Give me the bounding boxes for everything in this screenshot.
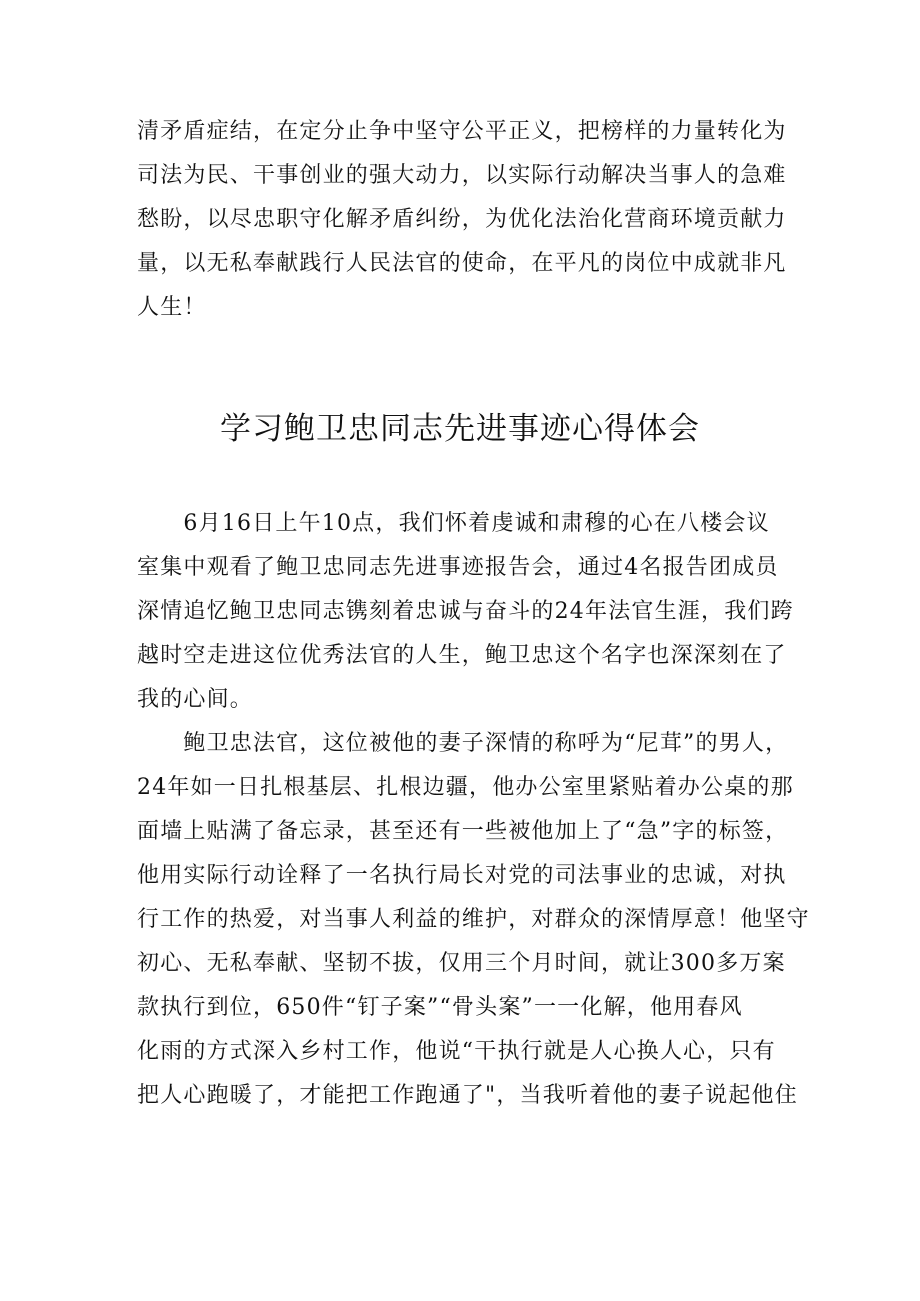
text-line: 司法为民、干事创业的强大动力，以实际行动解决当事人的急难 — [137, 163, 787, 188]
text-line: 越时空走进这位优秀法官的人生，鲍卫忠这个名字也深深刻在了 — [137, 643, 787, 668]
text-line: 面墙上贴满了备忘录，甚至还有一些被他加上了“急”字的标签， — [137, 819, 789, 844]
text-line: 6月16日上午10点，我们怀着虔诚和肃穆的心在八楼会议 — [137, 511, 770, 536]
document-title: 学习鲍卫忠同志先进事迹心得体会 — [220, 411, 700, 447]
text-line: 他用实际行动诠释了一名执行局长对党的司法事业的忠诚，对执 — [137, 863, 787, 888]
text-line: 量，以无私奉献践行人民法官的使命，在平凡的岗位中成就非凡 — [137, 251, 787, 276]
text-line: 深情追忆鲍卫忠同志镌刻着忠诚与奋斗的24年法官生涯，我们跨 — [137, 599, 794, 624]
text-line: 清矛盾症结，在定分止争中坚守公平正义，把榜样的力量转化为 — [137, 119, 787, 144]
text-line: 鲍卫忠法官，这位被他的妻子深情的称呼为“尼茸”的男人， — [137, 731, 789, 756]
text-line: 24年如一日扎根基层、扎根边疆，他办公室里紧贴着办公桌的那 — [137, 775, 794, 800]
continuation-paragraph — [137, 110, 793, 330]
text-line: 化雨的方式深入乡村工作，他说“干执行就是人心换人心，只有 — [137, 1039, 776, 1064]
text-line: 愁盼，以尽忠职守化解矛盾纠纷，为优化法治化营商环境贡献力 — [137, 207, 787, 232]
text-line: 室集中观看了鲍卫忠同志先进事迹报告会，通过4名报告团成员 — [137, 555, 779, 580]
text-line: 我的心间。 — [137, 687, 254, 712]
text-line: 行工作的热爱，对当事人利益的维护，对群众的深情厚意！他坚守 — [137, 907, 810, 932]
text-line: 人生！ — [137, 295, 207, 320]
text-line: 初心、无私奉献、坚韧不拔，仅用三个月时间，就让300多万案 — [137, 951, 786, 976]
body-paragraphs — [137, 502, 810, 1118]
text-line: 把人心跑暖了，才能把工作跑通了"，当我听着他的妻子说起他住 — [137, 1083, 798, 1108]
text-line: 款执行到位，650件“钉子案”“骨头案”一一化解，他用春风 — [137, 995, 743, 1020]
